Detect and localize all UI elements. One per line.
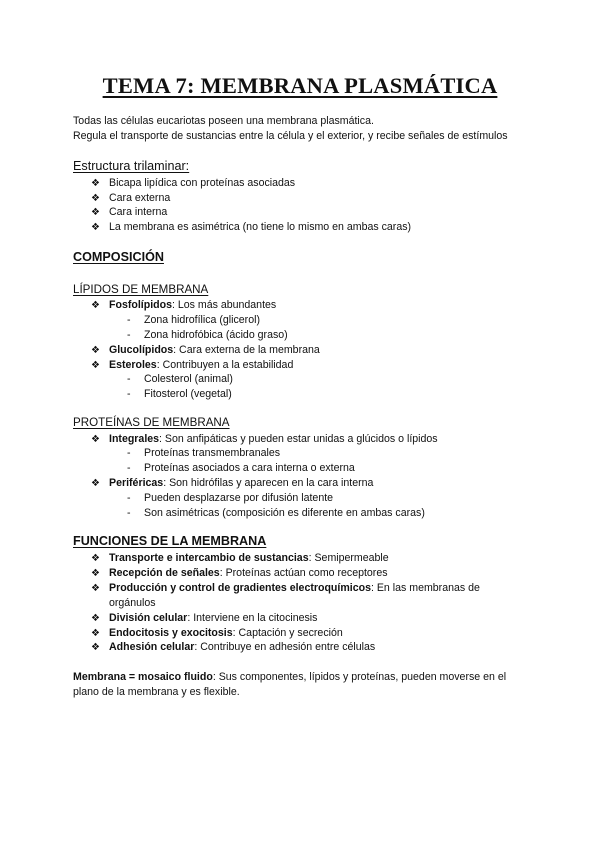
diamond-bullet-icon: ❖ [91,568,100,579]
page-title: TEMA 7: MEMBRANA PLASMÁTICA [102,73,498,98]
diamond-bullet-icon: ❖ [91,360,100,371]
diamond-bullet-icon: ❖ [91,628,100,639]
diamond-bullet-icon: ❖ [91,434,100,445]
document-page: TEMA 7: MEMBRANA PLASMÁTICA Todas las células eucariotas poseen una membrana plasmática. Regula el transporte de sustancias entre la célula y el exterior, y recibe señales de estímulos Estructura trilaminar: ❖ Bicapa lipídica con proteínas asociadas ❖ Cara externa ❖ Cara interna ❖ La membrana es asimétrica (no tiene lo mismo en ambas caras) COMPOSICIÓN LÍPIDOS DE MEMBRANA ❖ Fosfolípidos: Los más abundantes - Zona hidrofílica (glicerol) - Zona hidrofóbica (ácido graso) ❖ Glucolípidos: Cara externa de la membrana ❖ Esteroles: Contribuyen a la estabilidad - Colesterol (animal) - Fitosterol (vegetal) PROTEÍNAS DE MEMBRANA ❖ Integrales: Son anfipáticas y pueden estar unidas a glúcidos o lípidos - Proteínas transmembranales - Proteínas asociados a cara interna o externa ❖ Periféricas: Son hidrófilas y aparecen en la cara interna - Pueden desplazarse por difusión latente - Son asimétricas (composición es diferente en ambas caras) FUNCIONES DE LA MEMBRANA ❖ Transporte e intercambio de sustancias: Semipermeable ❖ Recepción de señales: Proteínas actúan como receptores ❖ Producción y control de gradientes electroquímicos: En las membranas de orgánulos ❖ División celular: Interviene en la citocinesis ❖ Endocitosis y exocitosis: Captación y secreción ❖ Adhesión celular: Contribuye en adhesión entre células Membrana = mosaico fluido: Sus componentes, lípidos y proteínas, pueden moverse en el plano de la membrana y es flexible. [0,0,600,848]
diamond-bullet-icon: ❖ [91,478,100,489]
diamond-bullet-icon: ❖ [91,193,100,204]
proteinas-heading: PROTEÍNAS DE MEMBRANA [73,416,230,429]
diamond-bullet-icon: ❖ [91,583,100,594]
diamond-bullet-icon: ❖ [91,207,100,218]
mosaico-paragraph: Membrana = mosaico fluido: Sus componentes, lípidos y proteínas, pueden moverse en el [73,671,507,683]
diamond-bullet-icon: ❖ [91,222,100,233]
diamond-bullet-icon: ❖ [91,613,100,624]
composicion-heading: COMPOSICIÓN [73,250,164,264]
mosaico-paragraph-cont: plano de la membrana y es flexible. [73,686,240,698]
intro-line-1: Todas las células eucariotas poseen una membrana plasmática. [73,115,374,127]
diamond-bullet-icon: ❖ [91,178,100,189]
diamond-bullet-icon: ❖ [91,345,100,356]
diamond-bullet-icon: ❖ [91,553,100,564]
intro-line-2: Regula el transporte de sustancias entre la célula y el exterior, y recibe señales de estímulos [73,130,508,142]
lipidos-heading: LÍPIDOS DE MEMBRANA [73,283,209,296]
diamond-bullet-icon: ❖ [91,300,100,311]
estructura-heading: Estructura trilaminar: [73,159,190,173]
list-item-continuation: orgánulos [109,597,156,609]
funciones-heading: FUNCIONES DE LA MEMBRANA [73,534,267,548]
diamond-bullet-icon: ❖ [91,642,100,653]
